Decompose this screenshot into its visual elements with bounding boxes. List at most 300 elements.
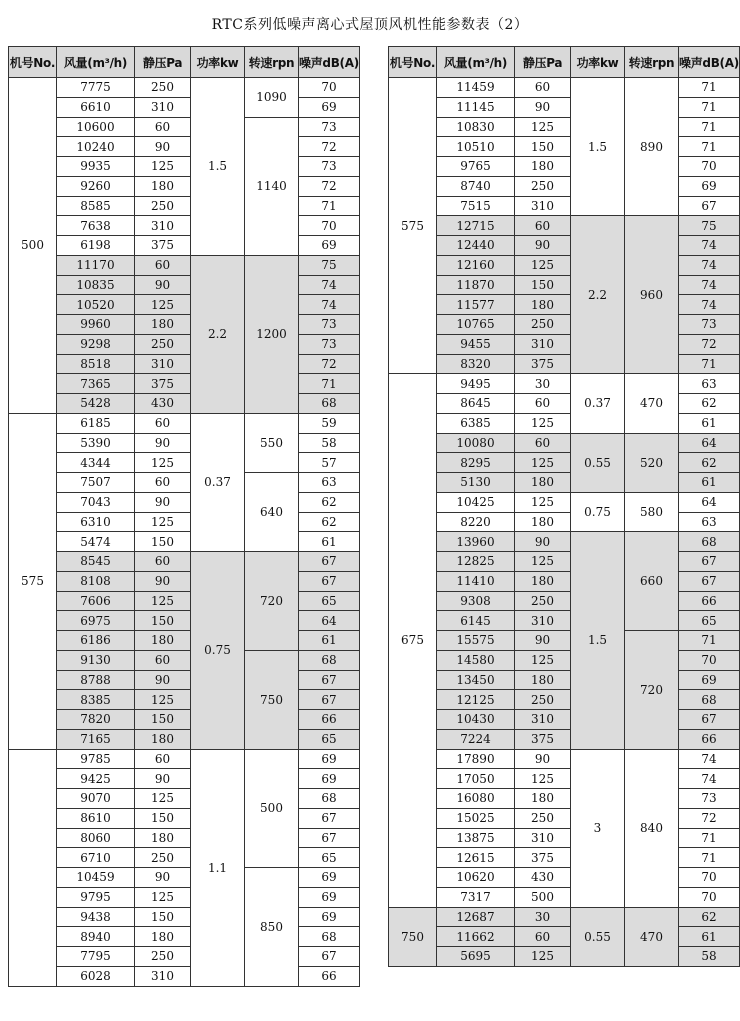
- speed-cell: 750: [245, 650, 299, 749]
- table-row: [389, 315, 740, 335]
- noise-cell: 71: [679, 848, 740, 868]
- static-pressure-cell: 125: [515, 117, 571, 137]
- airflow-cell: 16080: [437, 789, 515, 809]
- static-pressure-cell: 375: [515, 729, 571, 749]
- airflow-cell: 13875: [437, 828, 515, 848]
- static-pressure-cell: 125: [135, 887, 191, 907]
- table-row: [9, 571, 360, 591]
- static-pressure-cell: 430: [135, 394, 191, 414]
- airflow-cell: 9935: [57, 157, 135, 177]
- airflow-cell: 10080: [437, 433, 515, 453]
- noise-cell: 71: [679, 78, 740, 98]
- airflow-cell: 13450: [437, 670, 515, 690]
- table-row: [9, 927, 360, 947]
- table-row: [9, 749, 360, 769]
- static-pressure-cell: 90: [135, 670, 191, 690]
- airflow-cell: 8610: [57, 808, 135, 828]
- static-pressure-cell: 180: [515, 571, 571, 591]
- airflow-cell: 6385: [437, 413, 515, 433]
- airflow-cell: 8320: [437, 354, 515, 374]
- static-pressure-cell: 310: [135, 354, 191, 374]
- noise-cell: 62: [299, 492, 360, 512]
- airflow-cell: 10425: [437, 492, 515, 512]
- static-pressure-cell: 180: [135, 315, 191, 335]
- static-pressure-cell: 125: [515, 255, 571, 275]
- noise-cell: 73: [679, 789, 740, 809]
- machine-no-cell: 575: [9, 413, 57, 749]
- noise-cell: 73: [299, 117, 360, 137]
- noise-cell: 64: [679, 433, 740, 453]
- noise-cell: 72: [299, 176, 360, 196]
- performance-table-right: [388, 46, 740, 967]
- table-row: [389, 137, 740, 157]
- static-pressure-cell: 60: [135, 473, 191, 493]
- noise-cell: 66: [299, 966, 360, 986]
- airflow-cell: 4344: [57, 453, 135, 473]
- noise-cell: 71: [679, 137, 740, 157]
- static-pressure-cell: 150: [515, 275, 571, 295]
- table-row: [9, 591, 360, 611]
- table-row: [389, 729, 740, 749]
- airflow-cell: 7606: [57, 591, 135, 611]
- static-pressure-cell: 150: [135, 907, 191, 927]
- noise-cell: 67: [679, 552, 740, 572]
- table-row: [389, 512, 740, 532]
- airflow-cell: 10240: [57, 137, 135, 157]
- header-speed: 转速rpn: [245, 47, 299, 78]
- table-row: [389, 394, 740, 414]
- airflow-cell: 5390: [57, 433, 135, 453]
- static-pressure-cell: 150: [135, 532, 191, 552]
- noise-cell: 74: [679, 769, 740, 789]
- airflow-cell: 8940: [57, 927, 135, 947]
- noise-cell: 71: [679, 828, 740, 848]
- noise-cell: 66: [679, 729, 740, 749]
- airflow-cell: 10620: [437, 868, 515, 888]
- static-pressure-cell: 310: [135, 97, 191, 117]
- airflow-cell: 11662: [437, 927, 515, 947]
- static-pressure-cell: 250: [135, 78, 191, 98]
- static-pressure-cell: 125: [135, 157, 191, 177]
- noise-cell: 74: [299, 275, 360, 295]
- airflow-cell: 11870: [437, 275, 515, 295]
- static-pressure-cell: 90: [135, 571, 191, 591]
- airflow-cell: 6310: [57, 512, 135, 532]
- airflow-cell: 8788: [57, 670, 135, 690]
- noise-cell: 57: [299, 453, 360, 473]
- table-row: [389, 631, 740, 651]
- table-row: [9, 729, 360, 749]
- static-pressure-cell: 60: [515, 927, 571, 947]
- static-pressure-cell: 250: [515, 176, 571, 196]
- static-pressure-cell: 125: [515, 650, 571, 670]
- table-row: [389, 97, 740, 117]
- table-row: [9, 789, 360, 809]
- airflow-cell: 8545: [57, 552, 135, 572]
- noise-cell: 71: [679, 117, 740, 137]
- table-row: [9, 236, 360, 256]
- airflow-cell: 7820: [57, 710, 135, 730]
- noise-cell: 69: [299, 868, 360, 888]
- table-row: [389, 789, 740, 809]
- power-cell: 0.55: [571, 907, 625, 966]
- table-row: [389, 157, 740, 177]
- static-pressure-cell: 310: [515, 611, 571, 631]
- noise-cell: 68: [299, 789, 360, 809]
- airflow-cell: 12715: [437, 216, 515, 236]
- airflow-cell: 8518: [57, 354, 135, 374]
- noise-cell: 62: [679, 394, 740, 414]
- airflow-cell: 9425: [57, 769, 135, 789]
- airflow-cell: 7224: [437, 729, 515, 749]
- static-pressure-cell: 250: [515, 808, 571, 828]
- static-pressure-cell: 90: [135, 769, 191, 789]
- static-pressure-cell: 125: [515, 769, 571, 789]
- table-row: [9, 611, 360, 631]
- noise-cell: 67: [299, 552, 360, 572]
- airflow-cell: 7507: [57, 473, 135, 493]
- speed-cell: 470: [625, 374, 679, 433]
- noise-cell: 70: [299, 78, 360, 98]
- airflow-cell: 6186: [57, 631, 135, 651]
- table-row: [389, 433, 740, 453]
- power-cell: 1.1: [191, 749, 245, 986]
- static-pressure-cell: 180: [515, 157, 571, 177]
- static-pressure-cell: 180: [515, 295, 571, 315]
- static-pressure-cell: 180: [135, 729, 191, 749]
- noise-cell: 68: [299, 650, 360, 670]
- table-row: [389, 413, 740, 433]
- static-pressure-cell: 150: [135, 611, 191, 631]
- static-pressure-cell: 250: [515, 591, 571, 611]
- noise-cell: 59: [299, 413, 360, 433]
- power-cell: 1.5: [571, 532, 625, 749]
- speed-cell: 1090: [245, 78, 299, 118]
- table-row: [389, 769, 740, 789]
- noise-cell: 70: [299, 216, 360, 236]
- static-pressure-cell: 125: [135, 690, 191, 710]
- table-header-row: [9, 47, 360, 78]
- static-pressure-cell: 90: [135, 137, 191, 157]
- noise-cell: 62: [679, 453, 740, 473]
- airflow-cell: 9298: [57, 334, 135, 354]
- table-row: [389, 828, 740, 848]
- power-cell: 3: [571, 749, 625, 907]
- noise-cell: 63: [679, 512, 740, 532]
- table-row: [9, 887, 360, 907]
- noise-cell: 69: [299, 236, 360, 256]
- table-row: [9, 157, 360, 177]
- noise-cell: 70: [679, 650, 740, 670]
- table-row: [9, 137, 360, 157]
- static-pressure-cell: 60: [135, 255, 191, 275]
- power-cell: 0.55: [571, 433, 625, 492]
- airflow-cell: 11459: [437, 78, 515, 98]
- static-pressure-cell: 60: [515, 433, 571, 453]
- static-pressure-cell: 125: [515, 413, 571, 433]
- table-row: [9, 216, 360, 236]
- table-row: [9, 354, 360, 374]
- noise-cell: 67: [299, 690, 360, 710]
- noise-cell: 72: [679, 808, 740, 828]
- static-pressure-cell: 430: [515, 868, 571, 888]
- noise-cell: 71: [679, 631, 740, 651]
- header-machine-no: 机号No.: [389, 47, 437, 78]
- static-pressure-cell: 375: [135, 236, 191, 256]
- noise-cell: 64: [299, 611, 360, 631]
- table-row: [389, 947, 740, 967]
- airflow-cell: 7795: [57, 947, 135, 967]
- static-pressure-cell: 125: [515, 552, 571, 572]
- table-row: [389, 255, 740, 275]
- noise-cell: 75: [679, 216, 740, 236]
- noise-cell: 71: [299, 196, 360, 216]
- airflow-cell: 6198: [57, 236, 135, 256]
- noise-cell: 65: [679, 611, 740, 631]
- noise-cell: 69: [299, 97, 360, 117]
- airflow-cell: 7365: [57, 374, 135, 394]
- page-title: RTC系列低噪声离心式屋顶风机性能参数表（2）: [211, 17, 529, 33]
- machine-no-cell: 500: [9, 78, 57, 414]
- static-pressure-cell: 125: [135, 591, 191, 611]
- airflow-cell: 10510: [437, 137, 515, 157]
- table-row: [389, 176, 740, 196]
- airflow-cell: 9495: [437, 374, 515, 394]
- header-power: 功率kw: [191, 47, 245, 78]
- airflow-cell: 9765: [437, 157, 515, 177]
- static-pressure-cell: 180: [515, 473, 571, 493]
- table-row: [389, 473, 740, 493]
- static-pressure-cell: 180: [135, 631, 191, 651]
- static-pressure-cell: 180: [515, 512, 571, 532]
- noise-cell: 65: [299, 848, 360, 868]
- speed-cell: 660: [625, 532, 679, 631]
- speed-cell: 720: [245, 552, 299, 651]
- noise-cell: 71: [679, 354, 740, 374]
- noise-cell: 75: [299, 255, 360, 275]
- table-row: [389, 650, 740, 670]
- table-row: [389, 78, 740, 98]
- table-row: [9, 295, 360, 315]
- noise-cell: 61: [679, 473, 740, 493]
- static-pressure-cell: 30: [515, 374, 571, 394]
- airflow-cell: 12825: [437, 552, 515, 572]
- airflow-cell: 11410: [437, 571, 515, 591]
- airflow-cell: 5130: [437, 473, 515, 493]
- airflow-cell: 12440: [437, 236, 515, 256]
- static-pressure-cell: 250: [515, 690, 571, 710]
- static-pressure-cell: 250: [135, 334, 191, 354]
- table-row: [9, 808, 360, 828]
- power-cell: 0.37: [571, 374, 625, 433]
- airflow-cell: 6028: [57, 966, 135, 986]
- table-row: [9, 670, 360, 690]
- machine-no-cell: 675: [389, 374, 437, 907]
- airflow-cell: 9070: [57, 789, 135, 809]
- airflow-cell: 7775: [57, 78, 135, 98]
- machine-no-cell: [9, 749, 57, 986]
- airflow-cell: 8295: [437, 453, 515, 473]
- speed-cell: 850: [245, 868, 299, 987]
- noise-cell: 70: [679, 887, 740, 907]
- table-row: [9, 828, 360, 848]
- airflow-cell: 9260: [57, 176, 135, 196]
- airflow-cell: 17050: [437, 769, 515, 789]
- noise-cell: 74: [679, 236, 740, 256]
- table-row: [9, 710, 360, 730]
- speed-cell: 1200: [245, 255, 299, 413]
- power-cell: 0.37: [191, 413, 245, 551]
- table-row: [9, 473, 360, 493]
- airflow-cell: 11170: [57, 255, 135, 275]
- static-pressure-cell: 90: [135, 492, 191, 512]
- airflow-cell: 5428: [57, 394, 135, 414]
- noise-cell: 62: [679, 907, 740, 927]
- table-row: [389, 374, 740, 394]
- table-row: [9, 769, 360, 789]
- table-row: [389, 848, 740, 868]
- noise-cell: 68: [679, 532, 740, 552]
- airflow-cell: 9438: [57, 907, 135, 927]
- airflow-cell: 6710: [57, 848, 135, 868]
- table-row: [9, 512, 360, 532]
- header-airflow: 风量(m³/h): [57, 47, 135, 78]
- airflow-cell: 12125: [437, 690, 515, 710]
- table-row: [9, 453, 360, 473]
- table-row: [9, 690, 360, 710]
- noise-cell: 73: [299, 157, 360, 177]
- table-row: [389, 611, 740, 631]
- table-row: [389, 216, 740, 236]
- table-row: [9, 848, 360, 868]
- noise-cell: 67: [299, 947, 360, 967]
- static-pressure-cell: 125: [515, 947, 571, 967]
- noise-cell: 69: [299, 749, 360, 769]
- table-row: [389, 236, 740, 256]
- header-speed: 转速rpn: [625, 47, 679, 78]
- airflow-cell: 8740: [437, 176, 515, 196]
- noise-cell: 64: [679, 492, 740, 512]
- noise-cell: 61: [679, 413, 740, 433]
- speed-cell: 890: [625, 78, 679, 216]
- airflow-cell: 7165: [57, 729, 135, 749]
- table-row: [9, 650, 360, 670]
- airflow-cell: 9308: [437, 591, 515, 611]
- table-row: [9, 394, 360, 414]
- table-row: [389, 591, 740, 611]
- static-pressure-cell: 310: [135, 966, 191, 986]
- static-pressure-cell: 375: [135, 374, 191, 394]
- airflow-cell: 12687: [437, 907, 515, 927]
- airflow-cell: 9960: [57, 315, 135, 335]
- airflow-cell: 12160: [437, 255, 515, 275]
- speed-cell: 550: [245, 413, 299, 472]
- static-pressure-cell: 310: [135, 216, 191, 236]
- static-pressure-cell: 310: [515, 334, 571, 354]
- noise-cell: 68: [679, 690, 740, 710]
- static-pressure-cell: 60: [135, 117, 191, 137]
- airflow-cell: 9130: [57, 650, 135, 670]
- table-row: [9, 868, 360, 888]
- airflow-cell: 11577: [437, 295, 515, 315]
- noise-cell: 69: [299, 887, 360, 907]
- static-pressure-cell: 310: [515, 828, 571, 848]
- table-row: [389, 887, 740, 907]
- speed-cell: 720: [625, 631, 679, 750]
- airflow-cell: 6975: [57, 611, 135, 631]
- table-row: [389, 532, 740, 552]
- static-pressure-cell: 310: [515, 710, 571, 730]
- noise-cell: 70: [679, 157, 740, 177]
- noise-cell: 67: [299, 571, 360, 591]
- table-row: [389, 334, 740, 354]
- airflow-cell: 6185: [57, 413, 135, 433]
- static-pressure-cell: 250: [135, 947, 191, 967]
- static-pressure-cell: 90: [515, 97, 571, 117]
- noise-cell: 61: [299, 631, 360, 651]
- static-pressure-cell: 90: [135, 868, 191, 888]
- airflow-cell: 7317: [437, 887, 515, 907]
- static-pressure-cell: 125: [135, 512, 191, 532]
- noise-cell: 69: [299, 907, 360, 927]
- static-pressure-cell: 375: [515, 848, 571, 868]
- noise-cell: 61: [299, 532, 360, 552]
- static-pressure-cell: 180: [135, 927, 191, 947]
- static-pressure-cell: 90: [135, 275, 191, 295]
- speed-cell: 470: [625, 907, 679, 966]
- noise-cell: 73: [679, 315, 740, 335]
- noise-cell: 67: [299, 808, 360, 828]
- airflow-cell: 10430: [437, 710, 515, 730]
- machine-no-cell: 575: [389, 78, 437, 374]
- noise-cell: 58: [679, 947, 740, 967]
- static-pressure-cell: 125: [135, 295, 191, 315]
- static-pressure-cell: 150: [135, 808, 191, 828]
- static-pressure-cell: 180: [515, 789, 571, 809]
- table-row: [389, 117, 740, 137]
- table-row: [389, 710, 740, 730]
- noise-cell: 66: [679, 591, 740, 611]
- table-row: [389, 552, 740, 572]
- table-row: [9, 532, 360, 552]
- static-pressure-cell: 60: [135, 650, 191, 670]
- airflow-cell: 8385: [57, 690, 135, 710]
- speed-cell: 640: [245, 473, 299, 552]
- power-cell: 1.5: [571, 78, 625, 216]
- table-row: [9, 552, 360, 572]
- table-row: [9, 947, 360, 967]
- noise-cell: 67: [679, 571, 740, 591]
- table-row: [9, 78, 360, 98]
- static-pressure-cell: 375: [515, 354, 571, 374]
- static-pressure-cell: 60: [135, 413, 191, 433]
- static-pressure-cell: 90: [515, 749, 571, 769]
- power-cell: 0.75: [191, 552, 245, 750]
- airflow-cell: 17890: [437, 749, 515, 769]
- noise-cell: 69: [679, 176, 740, 196]
- static-pressure-cell: 500: [515, 887, 571, 907]
- static-pressure-cell: 125: [135, 789, 191, 809]
- noise-cell: 73: [299, 315, 360, 335]
- airflow-cell: 7043: [57, 492, 135, 512]
- table-row: [9, 334, 360, 354]
- table-row: [9, 492, 360, 512]
- table-row: [9, 117, 360, 137]
- static-pressure-cell: 125: [515, 453, 571, 473]
- noise-cell: 73: [299, 334, 360, 354]
- noise-cell: 67: [679, 196, 740, 216]
- table-row: [9, 255, 360, 275]
